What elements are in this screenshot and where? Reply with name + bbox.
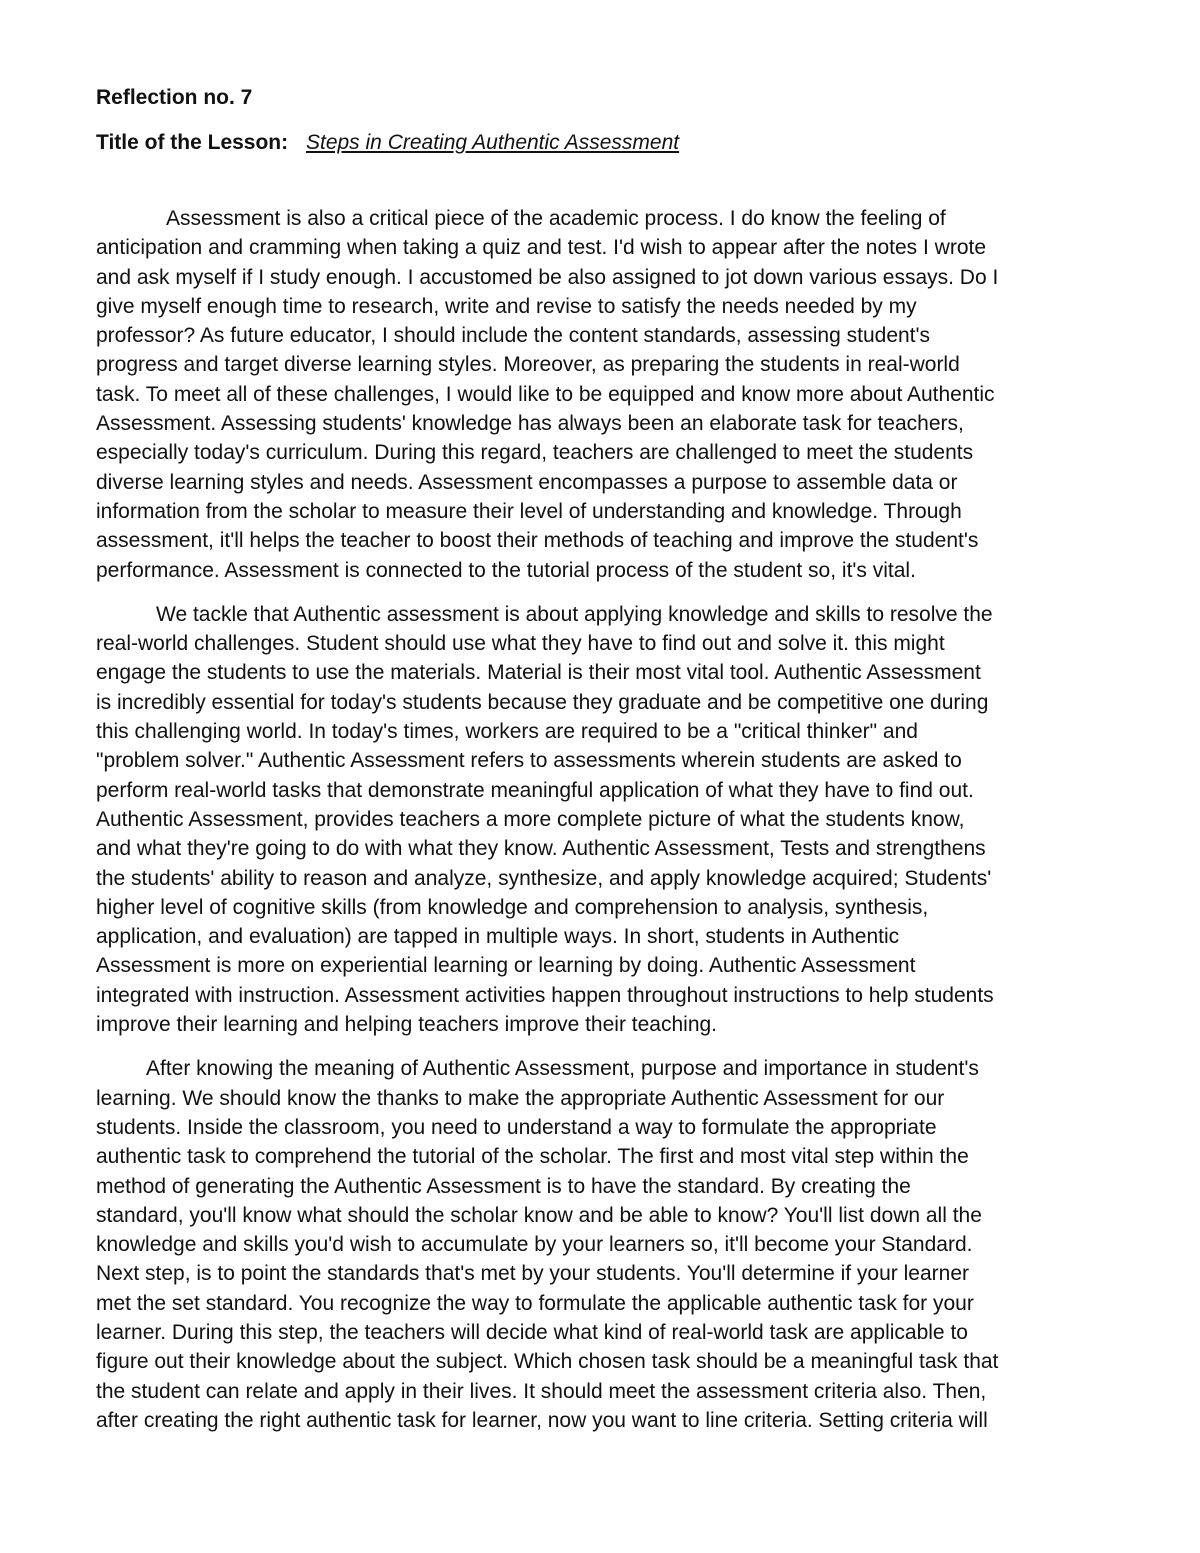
paragraph-line: After knowing the meaning of Authentic Assessment, purpose and importance in student's <box>146 1057 979 1081</box>
paragraph-line: progress and target diverse learning styles. Moreover, as preparing the students in real-world <box>96 353 960 377</box>
paragraph-line: We tackle that Authentic assessment is about applying knowledge and skills to resolve the <box>156 602 993 626</box>
paragraph-line: improve their learning and helping teachers improve their teaching. <box>96 1013 718 1037</box>
lesson-title-row <box>96 129 1106 157</box>
paragraph-2 <box>96 600 1106 1039</box>
paragraph-line: performance. Assessment is connected to the tutorial process of the student so, it's vital. <box>96 558 916 582</box>
paragraph-line: give myself enough time to research, write and revise to satisfy the needs needed by my <box>96 294 917 318</box>
paragraph-line: task. To meet all of these challenges, I would like to be equipped and know more about Authentic <box>96 382 995 406</box>
paragraph-line: real-world challenges. Student should use what they have to find out and solve it. this might <box>96 632 945 656</box>
paragraph-line: after creating the right authentic task for learner, now you want to line criteria. Setting criteria will <box>96 1408 988 1432</box>
paragraph-line: "problem solver." Authentic Assessment refers to assessments wherein students are asked to <box>96 749 962 773</box>
paragraph-line: integrated with instruction. Assessment activities happen throughout instructions to help students <box>96 983 994 1007</box>
paragraph-line: higher level of cognitive skills (from knowledge and comprehension to analysis, synthesis, <box>96 895 929 919</box>
paragraph-1 <box>96 204 1106 585</box>
paragraph-line: knowledge and skills you'd wish to accumulate by your learners so, it'll become your Standard. <box>96 1233 973 1257</box>
paragraph-line: Assessment. Assessing students' knowledge has always been an elaborate task for teachers, <box>96 412 964 436</box>
paragraph-line: Next step, is to point the standards that's met by your students. You'll determine if your learner <box>96 1262 969 1286</box>
lesson-title-label: Title of the Lesson: <box>96 131 289 154</box>
reflection-heading: Reflection no. 7 <box>96 86 253 109</box>
paragraph-line: the students' ability to reason and analyze, synthesize, and apply knowledge acquired; Students' <box>96 866 992 890</box>
paragraph-3 <box>96 1054 1106 1435</box>
lesson-title-value: Steps in Creating Authentic Assessment <box>305 131 680 154</box>
document-page <box>96 84 1106 1450</box>
paragraph-line: is incredibly essential for today's students because they graduate and be competitive one during <box>96 690 989 714</box>
paragraph-line: students. Inside the classroom, you need to understand a way to formulate the appropriate <box>96 1115 937 1139</box>
paragraph-line: assessment, it'll helps the teacher to boost their methods of teaching and improve the student's <box>96 529 979 553</box>
paragraph-line: Assessment is also a critical piece of the academic process. I do know the feeling of <box>166 207 946 230</box>
paragraph-line: professor? As future educator, I should include the content standards, assessing student's <box>96 324 931 348</box>
paragraph-line: especially today's curriculum. During this regard, teachers are challenged to meet the students <box>96 441 974 465</box>
paragraph-line: diverse learning styles and needs. Assessment encompasses a purpose to assemble data or <box>96 470 958 494</box>
paragraph-line: information from the scholar to measure their level of understanding and knowledge. Through <box>96 499 962 523</box>
paragraph-line: standard, you'll know what should the scholar know and be able to know? You'll list down all the <box>96 1203 982 1227</box>
paragraph-line: method of generating the Authentic Assessment is to have the standard. By creating the <box>96 1174 911 1198</box>
paragraph-line: and ask myself if I study enough. I accustomed be also assigned to jot down various essays. Do I <box>96 265 999 289</box>
paragraph-line: Authentic Assessment, provides teachers a more complete picture of what the students know, <box>96 807 965 831</box>
paragraph-line: this challenging world. In today's times, workers are required to be a "critical thinker" and <box>96 720 918 744</box>
paragraph-line: learning. We should know the thanks to make the appropriate Authentic Assessment for our <box>96 1086 945 1110</box>
paragraph-line: engage the students to use the materials. Material is their most vital tool. Authentic Assessment <box>96 661 981 685</box>
paragraph-line: the student can relate and apply in their lives. It should meet the assessment criteria also. Then, <box>96 1379 987 1403</box>
paragraph-line: application, and evaluation) are tapped in multiple ways. In short, students in Authentic <box>96 925 900 949</box>
paragraph-line: learner. During this step, the teachers will decide what kind of real-world task are applicable to <box>96 1320 968 1344</box>
paragraph-line: figure out their knowledge about the subject. Which chosen task should be a meaningful task that <box>96 1350 999 1374</box>
paragraph-line: and what they're going to do with what they know. Authentic Assessment, Tests and strengthens <box>96 837 986 861</box>
paragraph-line: perform real-world tasks that demonstrate meaningful application of what they have to find out. <box>96 778 974 802</box>
paragraph-line: Assessment is more on experiential learning or learning by doing. Authentic Assessment <box>96 954 916 978</box>
paragraph-line: met the set standard. You recognize the way to formulate the applicable authentic task for your <box>96 1291 974 1315</box>
reflection-body <box>96 204 1106 1435</box>
paragraph-line: anticipation and cramming when taking a quiz and test. I'd wish to appear after the notes I wrote <box>96 236 987 260</box>
paragraph-line: authentic task to comprehend the tutorial of the scholar. The first and most vital step within the <box>96 1145 969 1169</box>
